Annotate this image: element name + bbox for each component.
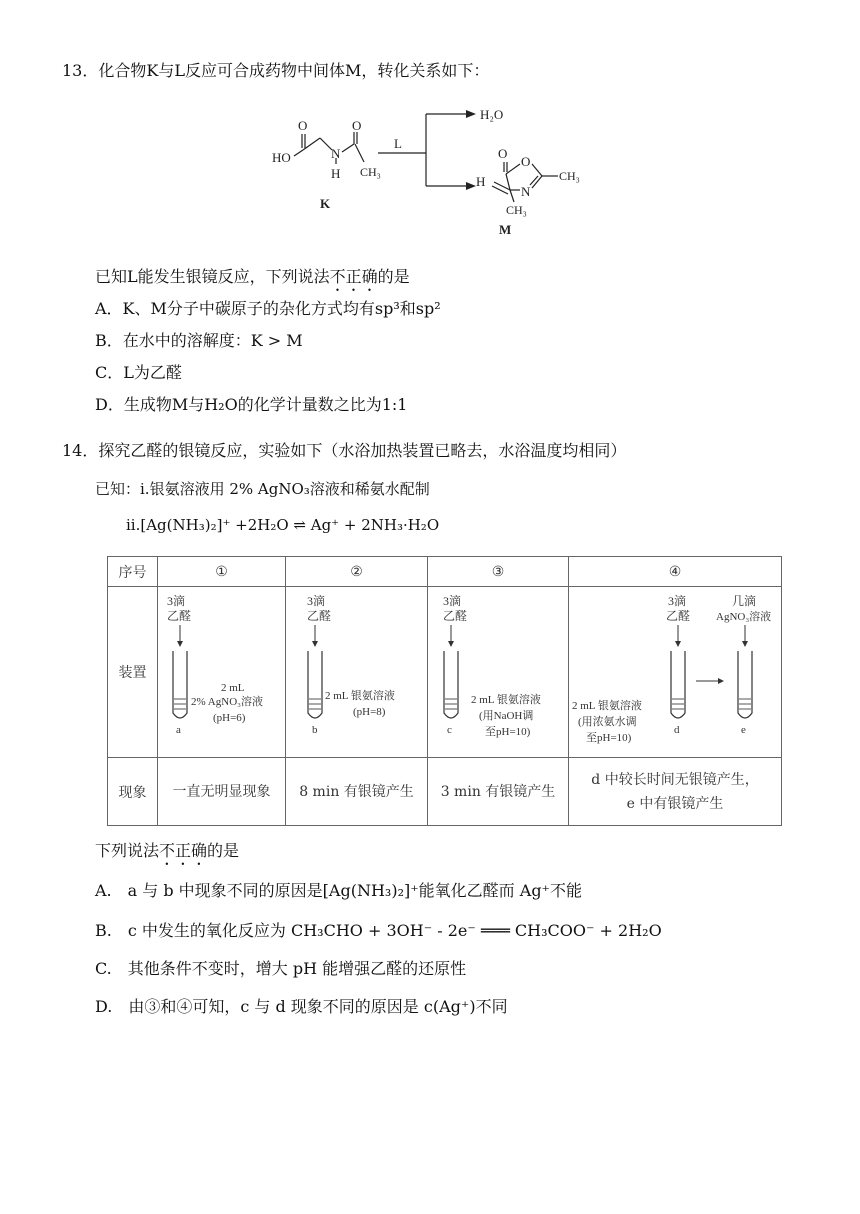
- table-row: [108, 557, 782, 587]
- observation-4-line: d 中较长时间无银镜产生，: [591, 771, 759, 788]
- solution-label: (用浓氨水调: [577, 716, 637, 728]
- reaction-scheme: [270, 100, 610, 240]
- solution-label: 2 mL: [220, 682, 245, 694]
- atom-ch3: CH₃: [506, 203, 527, 217]
- label-m: M: [499, 222, 512, 237]
- question-13-stem: [62, 60, 489, 82]
- question-13-prompt: [95, 266, 410, 295]
- question-14-stem: [62, 440, 626, 462]
- observation-4: [569, 758, 782, 826]
- aldehyde-label: 乙醛: [166, 609, 191, 623]
- atom-o: O: [352, 118, 362, 133]
- atom-o: O: [498, 146, 508, 161]
- drops-label: 3滴: [166, 594, 185, 608]
- option-a[interactable]: A. a 与 b 中现象不同的原因是[Ag(NH₃)₂]⁺能氧化乙醛而 Ag⁺不能: [95, 881, 583, 900]
- col-header: ④: [569, 557, 782, 587]
- atom-ho: HO: [272, 150, 291, 165]
- row-header: 序号: [108, 557, 158, 587]
- solution-label: 至pH=10): [484, 726, 530, 738]
- agno3-label: AgNO₃溶液: [715, 611, 771, 623]
- molecule-k: [272, 118, 381, 211]
- atom-ch3: CH₃: [360, 165, 381, 179]
- prompt-text: 的是: [377, 267, 410, 286]
- col-header: ①: [158, 557, 286, 587]
- solution-label: 2 mL 银氨溶液: [571, 700, 642, 712]
- row-header: 装置: [108, 587, 158, 758]
- emphasis-not-correct: 不正确: [329, 267, 378, 286]
- tube-label: e: [740, 724, 746, 736]
- solution-label: (pH=6): [212, 712, 245, 724]
- question-number: 14．: [62, 441, 99, 460]
- option-d[interactable]: D. 由③和④可知，c 与 d 现象不同的原因是 c(Ag⁺)不同: [95, 997, 508, 1016]
- molecule-m: [476, 146, 580, 237]
- row-header: 现象: [108, 758, 158, 826]
- drops-label: 3滴: [306, 594, 325, 608]
- observation-1: 一直无明显现象: [158, 758, 286, 826]
- prompt-text: 的是: [207, 841, 240, 860]
- atom-h: H: [476, 174, 486, 189]
- aldehyde-label: 乙醛: [665, 609, 690, 623]
- tube-label: d: [673, 724, 679, 736]
- tube-label: c: [446, 724, 452, 736]
- solution-label: (用NaOH调: [478, 710, 533, 722]
- table-row: [108, 758, 782, 826]
- option-b[interactable]: B．在水中的溶解度：K > M: [95, 331, 303, 350]
- experiment-table: [107, 556, 782, 826]
- few-drops-label: 几滴: [731, 594, 756, 608]
- col-header: ②: [286, 557, 428, 587]
- apparatus-1: [158, 587, 286, 758]
- apparatus-2: [286, 587, 428, 758]
- atom-ch3: CH₃: [559, 169, 580, 183]
- aldehyde-label: 乙醛: [442, 609, 467, 623]
- label-k: K: [320, 196, 331, 211]
- tube-label: b: [311, 724, 317, 736]
- stem-text: 化合物K与L反应可合成药物中间体M，转化关系如下：: [98, 61, 490, 80]
- tube-label: a: [175, 724, 181, 736]
- option-d[interactable]: D．生成物M与H₂O的化学计量数之比为1:1: [95, 395, 408, 414]
- question-number: 13．: [62, 61, 99, 80]
- apparatus-3: [428, 587, 569, 758]
- known-info-ii: ii.[Ag(NH₃)₂]⁺ +2H₂O ⇌ Ag⁺ + 2NH₃·H₂O: [126, 516, 440, 534]
- table-row: [108, 587, 782, 758]
- option-a[interactable]: A．K、M分子中碳原子的杂化方式均有sp³和sp²: [95, 299, 441, 318]
- atom-o: O: [521, 154, 531, 169]
- solution-label: 2 mL 银氨溶液: [324, 690, 395, 702]
- solution-label: 至pH=10): [585, 732, 631, 744]
- prompt-text: 下列说法: [95, 841, 160, 860]
- apparatus-4: [569, 587, 782, 758]
- observation-4-line: e 中有银镜产生: [626, 795, 724, 812]
- known-info-i: 已知：i.银氨溶液用 2% AgNO₃溶液和稀氨水配制: [95, 480, 430, 498]
- atom-h: H: [331, 166, 341, 181]
- observation-2: 8 min 有银镜产生: [286, 758, 428, 826]
- option-b[interactable]: B. c 中发生的氧化反应为 CH₃CHO + 3OH⁻ - 2e⁻ ═══ CH₃COO⁻ + 2H₂O: [95, 921, 662, 940]
- option-c[interactable]: C．L为乙醛: [95, 363, 182, 382]
- drops-label: 3滴: [442, 594, 461, 608]
- atom-n: N: [331, 146, 341, 161]
- emphasis-not-correct: 不正确: [159, 841, 208, 860]
- solution-label: (pH=8): [352, 706, 385, 718]
- atom-n: N: [521, 184, 531, 199]
- observation-3: 3 min 有银镜产生: [428, 758, 569, 826]
- drops-label: 3滴: [667, 594, 686, 608]
- solution-label: 2 mL 银氨溶液: [470, 694, 541, 706]
- byproduct-h2o: H₂O: [480, 107, 504, 122]
- question-14-prompt: [95, 840, 239, 869]
- col-header: ③: [428, 557, 569, 587]
- prompt-text: 已知L能发生银镜反应，下列说法: [95, 267, 330, 286]
- solution-label: 2% AgNO₃溶液: [190, 696, 263, 708]
- aldehyde-label: 乙醛: [306, 609, 331, 623]
- atom-o: O: [298, 118, 308, 133]
- option-c[interactable]: C. 其他条件不变时，增大 pH 能增强乙醛的还原性: [95, 959, 467, 978]
- reagent-label: L: [394, 136, 402, 151]
- stem-text: 探究乙醛的银镜反应，实验如下（水浴加热装置已略去，水浴温度均相同）: [98, 441, 627, 460]
